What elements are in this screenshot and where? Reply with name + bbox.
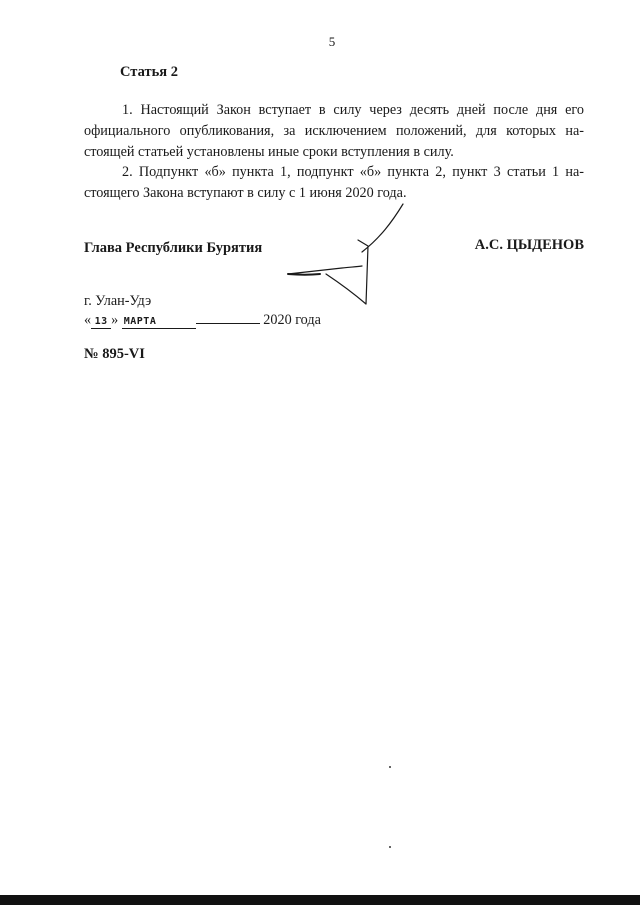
paragraph-line: стоящего Закона вступают в силу с 1 июня 2020 года.	[84, 185, 407, 201]
date-year: 2020 года	[263, 312, 321, 328]
signing-date	[84, 312, 321, 329]
handwritten-signature	[280, 200, 410, 310]
law-number: № 895-VI	[84, 346, 145, 362]
paragraph-line: официального опубликования, за исключением положений, для которых на-	[84, 123, 584, 139]
paragraph-line: 2. Подпункт «б» пункта 1, подпункт «б» пункта 2, пункт 3 статьи 1 на-	[122, 164, 584, 180]
paragraph-line: стоящей статьей установлены иные сроки вступления в силу.	[84, 144, 454, 160]
signer-name: А.С. ЦЫДЕНОВ	[474, 237, 584, 253]
paragraph-line: 1. Настоящий Закон вступает в силу через десять дней после дня его	[122, 102, 584, 118]
date-open-quote: «	[84, 312, 92, 328]
paragraph-2	[84, 162, 584, 204]
date-close-quote: »	[111, 312, 119, 328]
page-number: 5	[328, 34, 336, 49]
paragraph-1	[84, 100, 584, 163]
scan-speck	[389, 766, 391, 768]
date-day: 13	[91, 316, 111, 329]
signer-title: Глава Республики Бурятия	[84, 240, 263, 256]
scan-bottom-edge	[0, 895, 640, 905]
date-month: МАРТА	[122, 316, 196, 329]
date-month-underline	[196, 323, 260, 324]
article-title: Статья 2	[120, 64, 178, 80]
city-name: г. Улан-Удэ	[84, 293, 152, 309]
scan-speck	[389, 846, 391, 848]
